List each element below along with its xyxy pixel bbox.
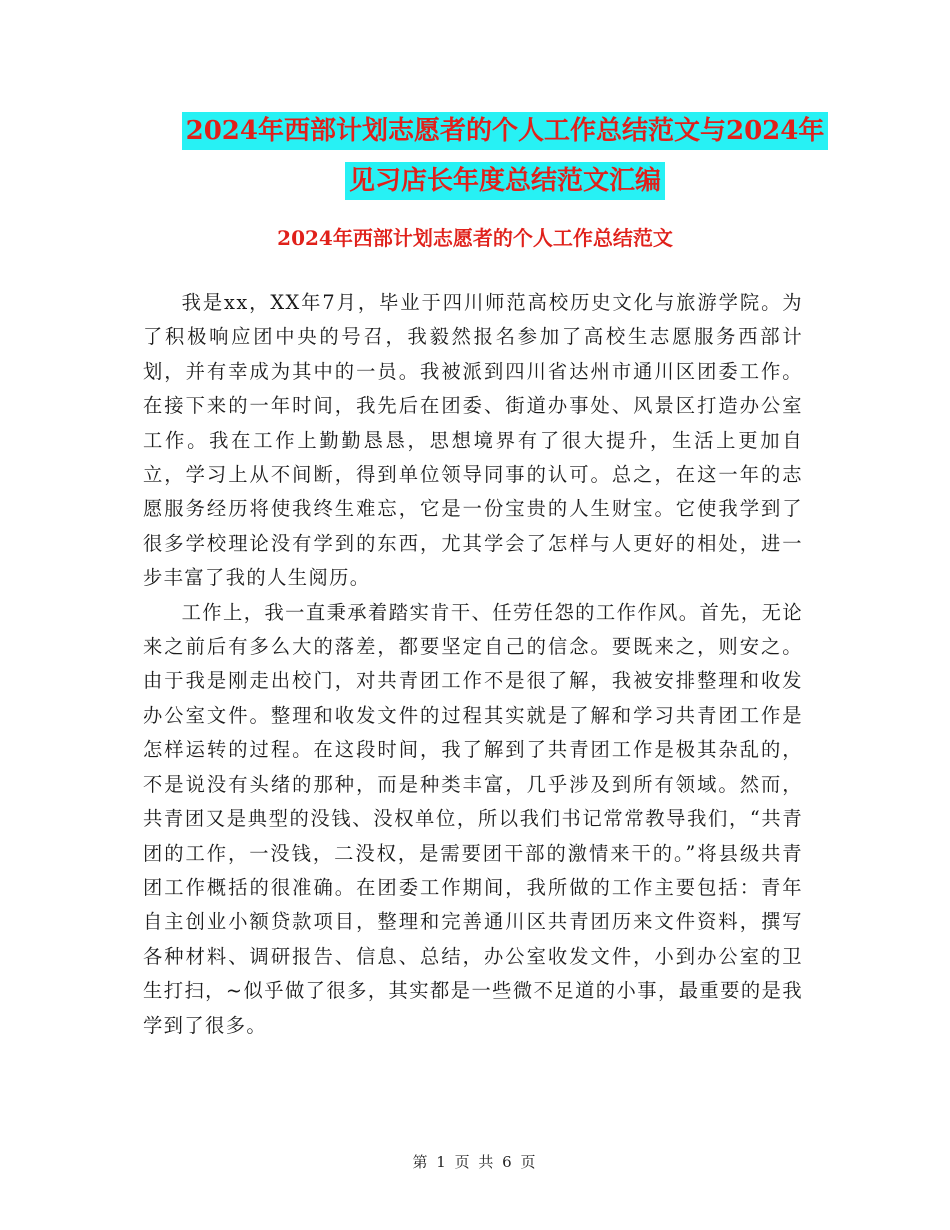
section-heading: 2024年西部计划志愿者的个人工作总结范文 <box>277 226 673 250</box>
document-title <box>120 112 890 212</box>
document-title-line-2: 见习店长年度总结范文汇编 <box>345 162 665 200</box>
document-title-line-1: 2024年西部计划志愿者的个人工作总结范文与2024年 <box>182 112 829 150</box>
document-body <box>143 286 803 1043</box>
body-paragraph-1: 我是xx，XX年7月，毕业于四川师范高校历史文化与旅游学院。为了积极响应团中央的号召，我毅然报名参加了高校生志愿服务西部计划，并有幸成为其中的一员。我被派到四川省达州市通川区团委工作。在接下来的一年时间，我先后在团委、街道办事处、风景区打造办公室工作。我在工作上勤勤恳恳，思想境界有了很大提升，生活上更加自立，学习上从不间断，得到单位领导同事的认可。总之，在这一年的志愿服务经历将使我终生难忘，它是一份宝贵的人生财宝。它使我学到了很多学校理论没有学到的东西，尤其学会了怎样与人更好的相处，进一步丰富了我的人生阅历。 <box>143 291 803 590</box>
body-paragraph-2: 工作上，我一直秉承着踏实肯干、任劳任怨的工作作风。首先，无论来之前后有多么大的落差，都要坚定自己的信念。要既来之，则安之。由于我是刚走出校门，对共青团工作不是很了解，我被安排整理和收发办公室文件。整理和收发文件的过程其实就是了解和学习共青团工作是怎样运转的过程。在这段时间，我了解到了共青团工作是极其杂乱的，不是说没有头绪的那种，而是种类丰富，几乎涉及到所有领域。然而，共青团又是典型的没钱、没权单位，所以我们书记常常教导我们，“共青团的工作，一没钱，二没权，是需要团干部的激情来干的。”将县级共青团工作概括的很准确。在团委工作期间，我所做的工作主要包括：青年自主创业小额贷款项目，整理和完善通川区共青团历来文件资料，撰写各种材料、调研报告、信息、总结，办公室收发文件，小到办公室的卫生打扫，~似乎做了很多，其实都是一些微不足道的小事，最重要的是我学到了很多。 <box>143 600 803 1037</box>
page-number-footer: 第 1 页 共 6 页 <box>412 1153 538 1171</box>
